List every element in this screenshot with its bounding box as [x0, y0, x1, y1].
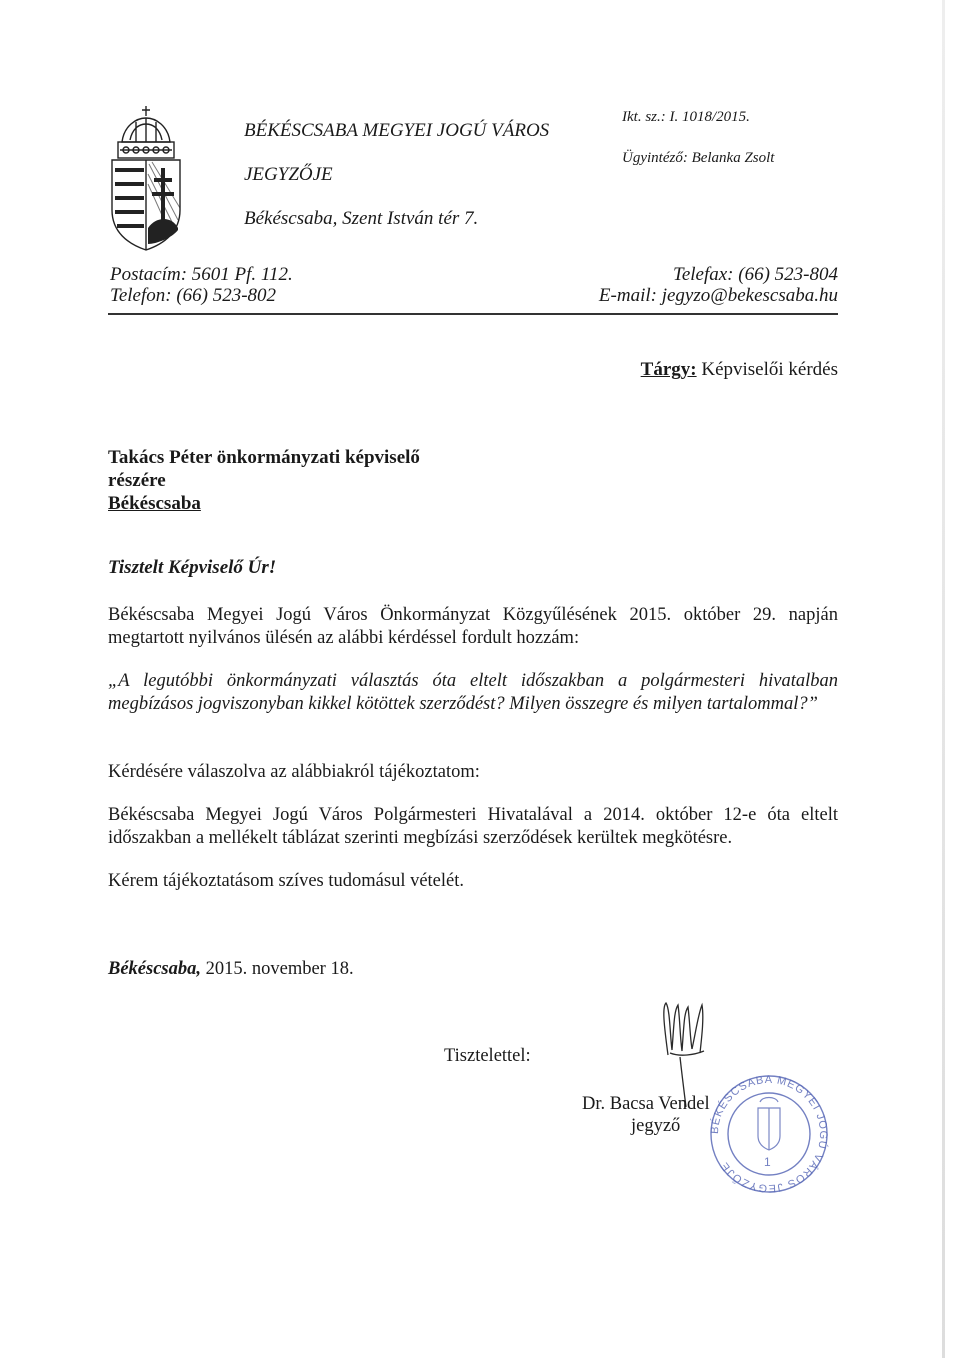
header-divider: [108, 313, 838, 315]
recipient-city: Békéscsaba: [108, 493, 201, 514]
dateline-date: 2015. november 18.: [201, 959, 354, 979]
recipient-block: [108, 446, 420, 515]
phone: Telefon: (66) 523-802: [110, 285, 277, 306]
dateline-place: Békéscsaba,: [108, 959, 201, 979]
closing-request: Kérem tájékoztatásom szíves tudomásul vételét.: [108, 871, 465, 891]
subject-line: [641, 359, 838, 381]
reference-number: Ikt. sz.: I. 1018/2015.: [622, 109, 750, 125]
email: E-mail: jegyzo@bekescsaba.hu: [598, 285, 838, 306]
coat-of-arms-icon: [106, 104, 186, 254]
quoted-question: „A legutóbbi önkormányzati választás óta eltelt időszakban a polgármesteri hivatalban megbízásos jogviszonyban kikkel kötöttek szerződést? Milyen összegre és milyen tartalommal?”: [108, 671, 838, 714]
signer-name: Dr. Bacsa Vendel: [582, 1094, 710, 1114]
response-paragraph: Békéscsaba Megyei Jogú Város Polgármesteri Hivatalával a 2014. október 12-e óta eltelt időszakban a mellékelt táblázat szerinti megbízási szerződések kerültek megkötésre.: [108, 805, 838, 848]
fax: Telefax: (66) 523-804: [673, 264, 838, 285]
subject-text: Képviselői kérdés: [701, 359, 838, 380]
recipient-name: Takács Péter önkormányzati képviselő: [108, 447, 420, 468]
postal-address: Postacím: 5601 Pf. 112.: [110, 264, 293, 285]
greeting: Tisztelettel:: [444, 1046, 531, 1066]
signer-title: jegyző: [631, 1116, 681, 1136]
office-address: Békéscsaba, Szent István tér 7.: [244, 208, 479, 229]
case-officer: Ügyintéző: Belanka Zsolt: [622, 150, 775, 166]
subject-label: Tárgy:: [640, 359, 697, 380]
scan-edge: [942, 0, 945, 1358]
office-title: JEGYZŐJE: [244, 164, 333, 185]
response-intro: Kérdésére válaszolva az alábbiakról tájékoztatom:: [108, 762, 480, 782]
recipient-for: részére: [108, 470, 166, 491]
dateline: [108, 959, 354, 980]
stamp-text: BÉKÉSCSABA MEGYEI JOGÚ VÁROS JEGYZŐJE: [708, 1073, 830, 1195]
official-stamp: [698, 1068, 840, 1198]
intro-paragraph: Békéscsaba Megyei Jogú Város Önkormányzat Közgyűlésének 2015. október 29. napján megtartott nyilvános ülésén az alábbi kérdéssel fordult hozzám:: [108, 605, 838, 648]
salutation: Tisztelt Képviselő Úr!: [108, 557, 277, 578]
office-name: BÉKÉSCSABA MEGYEI JOGÚ VÁROS: [244, 120, 550, 141]
stamp-number: 1: [764, 1155, 771, 1169]
